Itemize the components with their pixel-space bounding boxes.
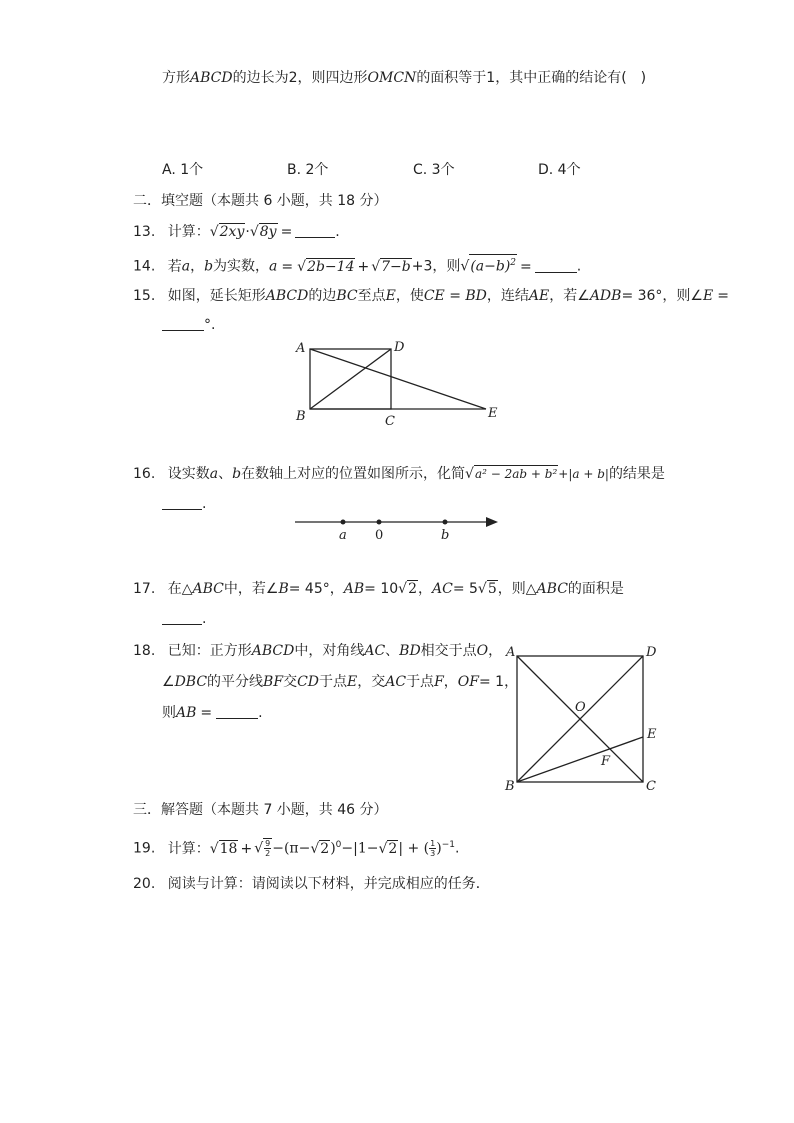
point-b — [443, 520, 448, 525]
answer-blank-16[interactable] — [162, 495, 202, 510]
question-18-line1: 18. 已知：正方形ABCD中，对角线AC、BD相交于点O， — [133, 643, 503, 659]
axis-label-a: a — [339, 528, 347, 543]
arrow-icon — [486, 517, 498, 527]
question-15-line2: °. — [162, 315, 215, 335]
option-d[interactable]: D. 4个 — [538, 162, 581, 178]
question-16-line2: . — [162, 494, 206, 514]
question-14: 14. 若a，b为实数，a = √2b−14 + √7−b+3，则$√(a-b)^2$ = . — [133, 254, 581, 277]
label-f: F — [601, 754, 611, 769]
bisector-be — [517, 737, 643, 782]
answer-blank-15[interactable] — [162, 316, 204, 331]
option-a[interactable]: A. 1个 — [162, 162, 204, 178]
number-line — [290, 510, 505, 544]
square-figure-q18 — [500, 640, 665, 796]
label-b: B — [505, 779, 515, 794]
axis-label-b: b — [441, 528, 450, 543]
answer-blank-18[interactable] — [216, 704, 258, 719]
option-b[interactable]: B. 2个 — [287, 162, 329, 178]
label-d: D — [394, 340, 405, 355]
question-18-line2: ∠DBC的平分线BF交CD于点E，交AC于点F，OF= 1， — [162, 674, 519, 690]
answer-blank-13[interactable] — [295, 223, 335, 238]
point-a — [341, 520, 346, 525]
label-c: C — [646, 779, 656, 794]
label-b: B — [296, 409, 306, 424]
segment-ae — [310, 349, 486, 409]
q12-options — [162, 160, 612, 180]
sqrt-symbol: √2xy — [209, 224, 245, 240]
diagonal-bd — [310, 349, 391, 409]
question-17: 17. 在△ABC中，若∠B= 45°，AB= 10√2，AC= 5√5，则△ABC的面积是 — [133, 581, 624, 597]
axis-label-zero: 0 — [375, 528, 384, 543]
point-zero — [377, 520, 382, 525]
section-2-title: 二．填空题（本题共 6 小题，共 18 分） — [133, 193, 388, 209]
question-16: 16. 设实数a、b在数轴上对应的位置如图所示，化简√a² − 2ab + b²+|a + b|的结果是 — [133, 466, 665, 482]
question-13: 13. 计算：√2xy·√8y = . — [133, 224, 340, 240]
label-e: E — [647, 727, 657, 742]
answer-blank-14[interactable] — [535, 258, 577, 273]
label-a: A — [296, 341, 306, 356]
question-17-line2: . — [162, 609, 206, 629]
rectangle-figure-q15 — [290, 336, 510, 432]
section-3-title: 三．解答题（本题共 7 小题，共 46 分） — [133, 802, 388, 818]
question-15: 15. 如图，延长矩形ABCD的边BC至点E，使CE = BD，连结AE，若∠ADB= 36°，则∠E = — [133, 288, 729, 304]
label-e: E — [488, 406, 498, 421]
label-a: A — [506, 645, 516, 660]
question-18-line3: 则AB = . — [162, 705, 263, 721]
label-o: O — [575, 700, 586, 715]
label-c: C — [385, 414, 395, 429]
question-19: 19. 计算：√18 + √ $\frac{9}{2}$ $-(\pi-√2)^0-|1-√2|$ + ( $\frac{1}{3}$ )$^{-1}$. — [133, 839, 460, 859]
answer-blank-17[interactable] — [162, 610, 202, 625]
question-20: 20. 阅读与计算：请阅读以下材料，并完成相应的任务． — [133, 876, 490, 892]
option-c[interactable]: C. 3个 — [413, 162, 455, 178]
label-d: D — [646, 645, 657, 660]
q12-tail: 方形ABCD的边长为2，则四边形OMCN的面积等于1，其中正确的结论有( ) — [162, 70, 647, 86]
